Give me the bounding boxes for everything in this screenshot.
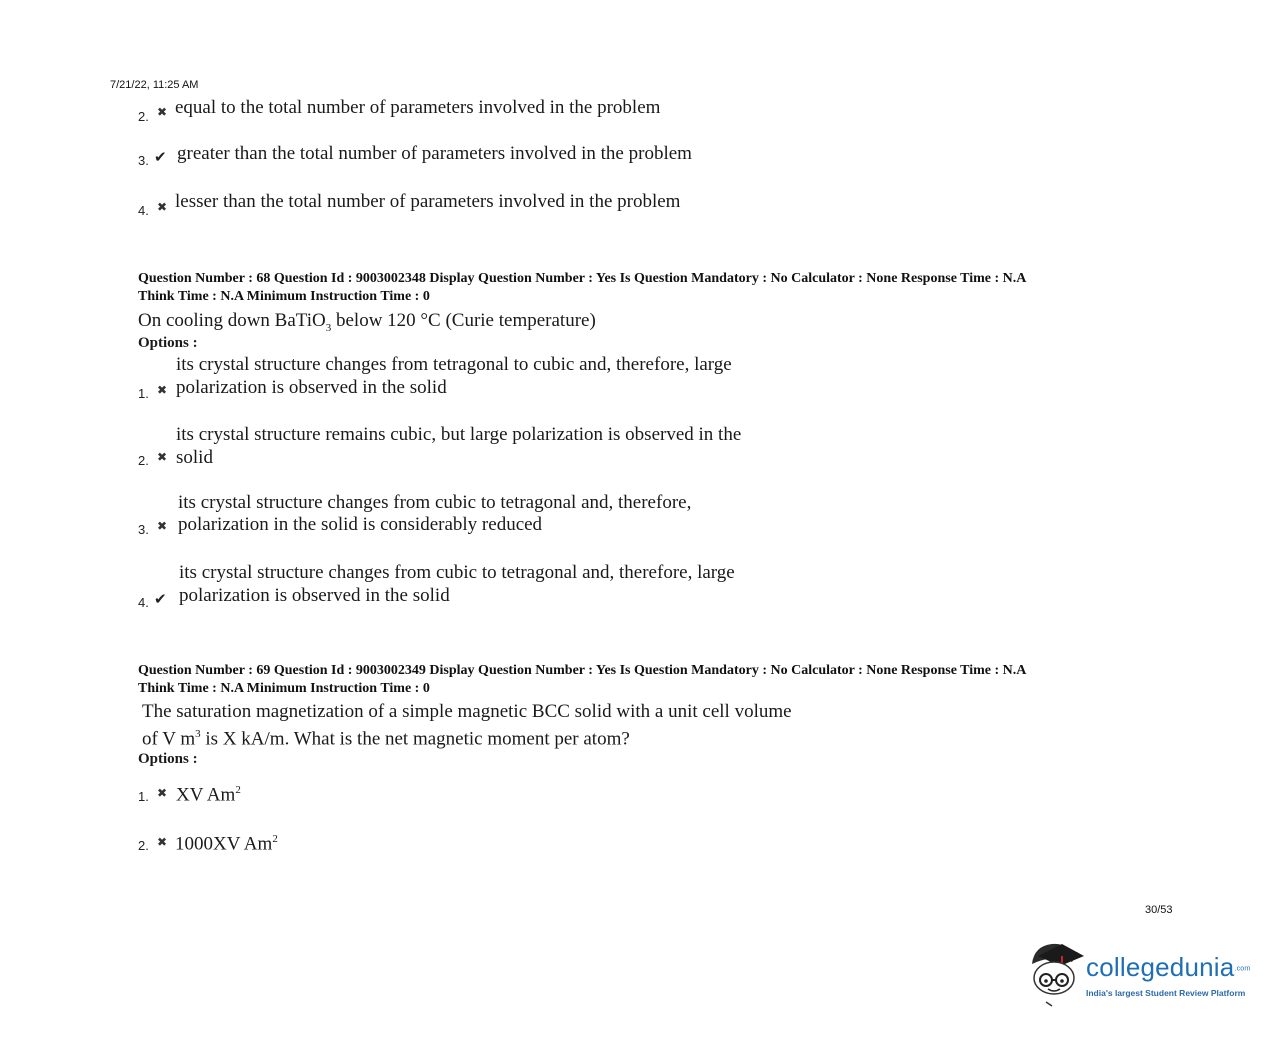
option-number: 3. bbox=[138, 522, 149, 537]
option-number: 2. bbox=[138, 453, 149, 468]
wrong-mark-icon: ✖ bbox=[157, 786, 168, 800]
mascot-icon bbox=[1022, 938, 1084, 1008]
option-text-line1: its crystal structure changes from cubic to tetragonal and, therefore, large bbox=[179, 562, 735, 583]
print-timestamp: 7/21/22, 11:25 AM bbox=[110, 79, 199, 91]
option-text: XV Am$^2$ bbox=[176, 784, 241, 806]
question-text: On cooling down BaTiO$_3$ below 120 °C (Curie temperature) bbox=[138, 310, 596, 334]
logo-wordmark: collegedunia.com bbox=[1086, 952, 1251, 982]
option-text-line2: polarization is observed in the solid bbox=[179, 585, 450, 606]
correct-mark-icon: ✔ bbox=[154, 592, 167, 608]
question-meta-line1: Question Number : 69 Question Id : 9003002349 Display Question Number : Yes Is Question Mandatory : No Calculator : None Response Time : N.A bbox=[138, 663, 1027, 678]
option-text-line1: its crystal structure remains cubic, but large polarization is observed in the bbox=[176, 424, 742, 445]
options-label: Options : bbox=[138, 751, 198, 767]
option-text-line2: polarization is observed in the solid bbox=[176, 377, 447, 398]
option-number: 2. bbox=[138, 109, 149, 124]
option-text-line2: polarization in the solid is considerably reduced bbox=[178, 514, 543, 535]
collegedunia-logo bbox=[1022, 938, 1258, 1008]
wrong-mark-icon: ✖ bbox=[157, 450, 168, 464]
option-text: greater than the total number of parameters involved in the problem bbox=[177, 143, 692, 164]
question-text-line2: of V $m^3$ is X kA/m. What is the net magnetic moment per atom? bbox=[142, 728, 630, 750]
option-number: 1. bbox=[138, 386, 149, 401]
option-number: 3. bbox=[138, 153, 149, 168]
wrong-mark-icon: ✖ bbox=[157, 383, 168, 397]
option-number: 4. bbox=[138, 595, 149, 610]
option-text-line2: solid bbox=[176, 447, 213, 468]
option-number: 1. bbox=[138, 789, 149, 804]
logo-tagline: India's largest Student Review Platform bbox=[1086, 988, 1246, 998]
wrong-mark-icon: ✖ bbox=[157, 105, 168, 119]
option-text: 1000XV Am$^2$ bbox=[175, 833, 278, 855]
question-meta-line2: Think Time : N.A Minimum Instruction Time : 0 bbox=[138, 289, 430, 304]
option-text-line1: its crystal structure changes from tetragonal to cubic and, therefore, large bbox=[176, 354, 732, 375]
wrong-mark-icon: ✖ bbox=[157, 835, 168, 849]
option-number: 2. bbox=[138, 838, 149, 853]
option-text-line1: its crystal structure changes from cubic to tetragonal and, therefore, bbox=[178, 492, 692, 513]
options-label: Options : bbox=[138, 335, 198, 351]
option-number: 4. bbox=[138, 203, 149, 218]
option-text: equal to the total number of parameters involved in the problem bbox=[175, 97, 661, 118]
wrong-mark-icon: ✖ bbox=[157, 200, 168, 214]
correct-mark-icon: ✔ bbox=[154, 150, 167, 166]
page-number: 30/53 bbox=[1145, 904, 1173, 916]
wrong-mark-icon: ✖ bbox=[157, 519, 168, 533]
option-text: lesser than the total number of parameters involved in the problem bbox=[175, 191, 681, 212]
question-text-line1: The saturation magnetization of a simple magnetic BCC solid with a unit cell volume bbox=[142, 701, 792, 722]
question-meta-line1: Question Number : 68 Question Id : 9003002348 Display Question Number : Yes Is Question Mandatory : No Calculator : None Response Time : N.A bbox=[138, 271, 1027, 286]
question-meta-line2: Think Time : N.A Minimum Instruction Time : 0 bbox=[138, 681, 430, 696]
